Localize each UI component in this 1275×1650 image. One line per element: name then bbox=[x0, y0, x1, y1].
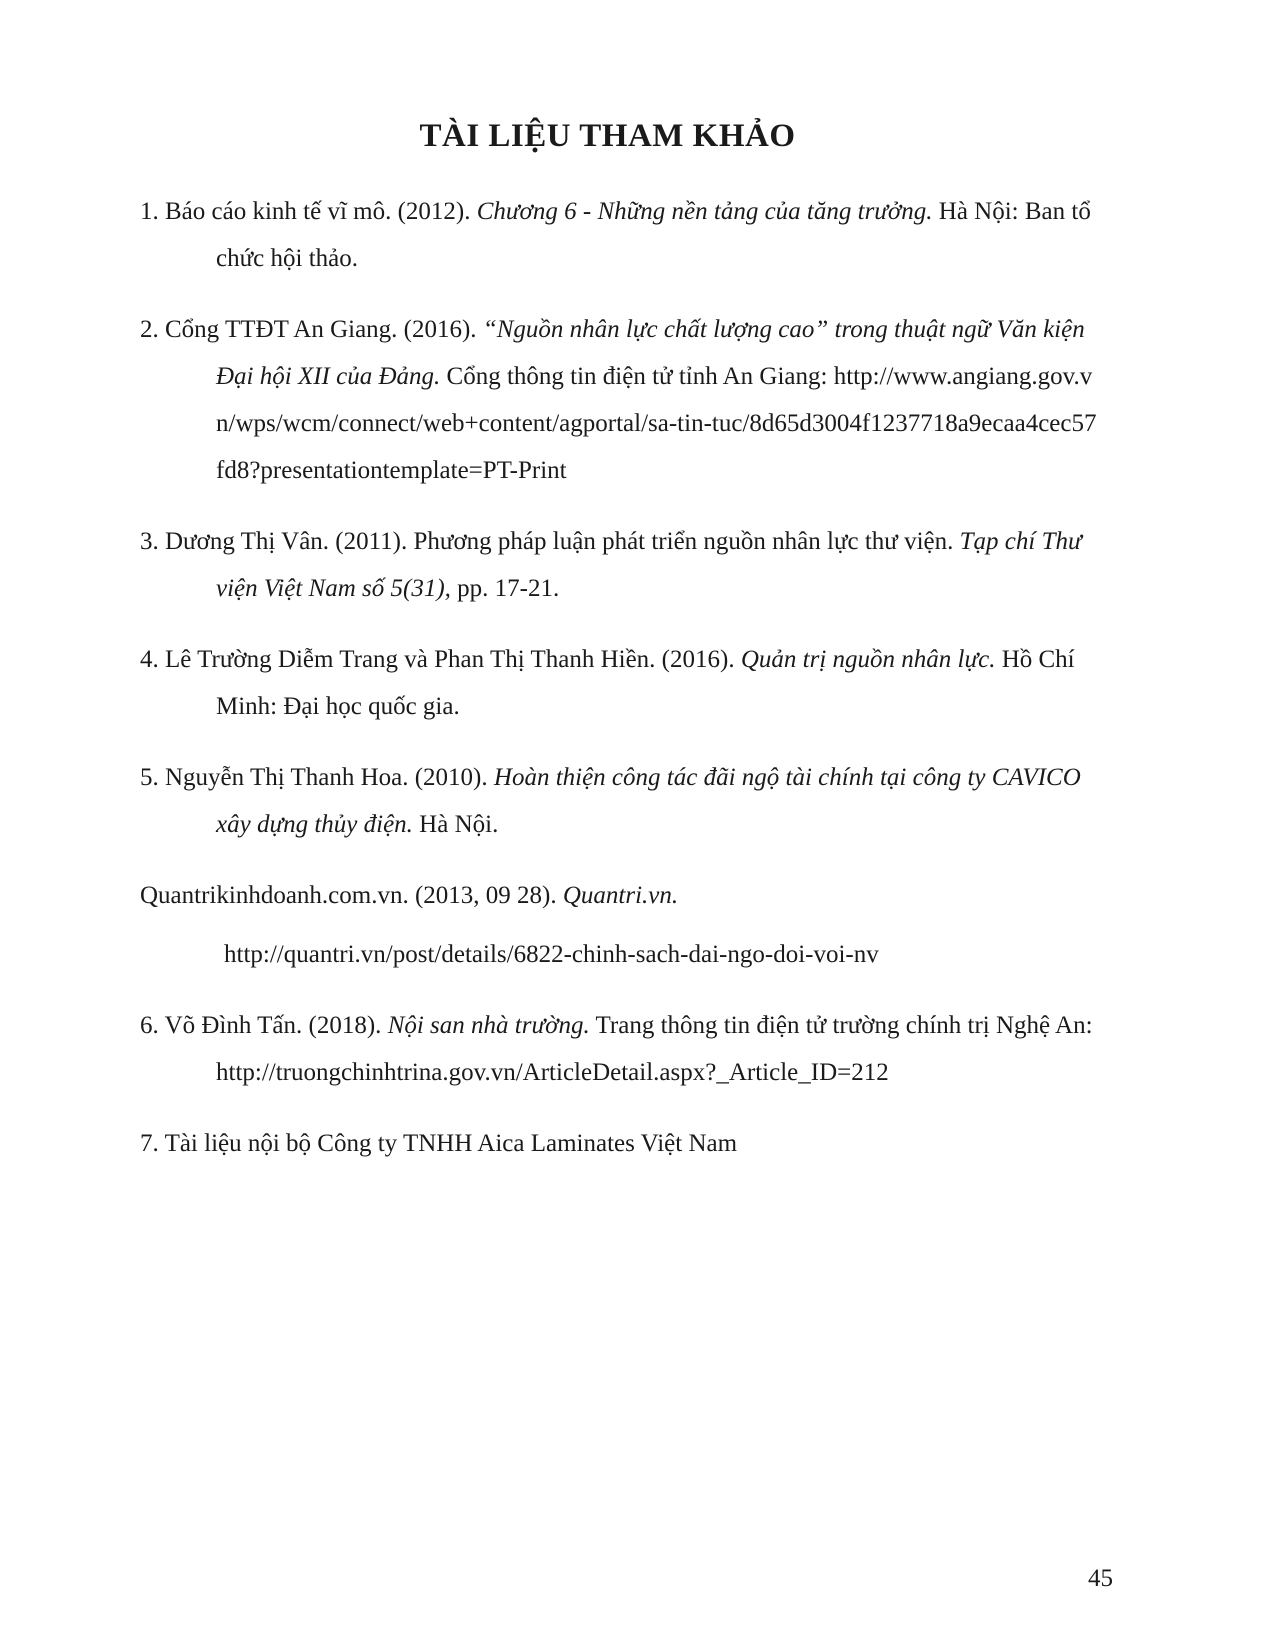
reference-text: Dương Thị Vân. (2011). Phương pháp luận phát triển nguồn nhân lực thư viện. bbox=[165, 528, 960, 555]
reference-title: Quản trị nguồn nhân lực. bbox=[740, 646, 996, 673]
reference-title: Chương 6 - Những nền tảng của tăng trưởng. bbox=[476, 198, 933, 225]
reference-list bbox=[140, 188, 1100, 1191]
reference-item bbox=[140, 188, 1100, 282]
reference-number: 1. bbox=[140, 198, 159, 225]
reference-item bbox=[140, 1002, 1100, 1096]
reference-text: Tài liệu nội bộ Công ty TNHH Aica Laminates Việt Nam bbox=[164, 1130, 738, 1157]
reference-number: 4. bbox=[140, 646, 159, 673]
reference-text: Báo cáo kinh tế vĩ mô. (2012). bbox=[165, 198, 477, 225]
reference-text: Quantrikinhdoanh.com.vn. (2013, 09 28). bbox=[140, 882, 563, 909]
reference-item bbox=[140, 306, 1100, 494]
reference-source: pp. 17-21. bbox=[450, 575, 560, 602]
reference-title: Quantri.vn. bbox=[562, 882, 679, 909]
reference-number: 6. bbox=[140, 1012, 159, 1039]
reference-number: 3. bbox=[140, 528, 159, 555]
reference-source: Hà Nội. bbox=[412, 811, 499, 838]
page-title: TÀI LIỆU THAM KHẢO bbox=[419, 118, 796, 154]
reference-title: Nội san nhà trường. bbox=[387, 1012, 590, 1039]
reference-title: Tạp chí Thư viện Việt Nam số 5(31), bbox=[216, 528, 1082, 602]
reference-title: “Nguồn nhân lực chất lượng cao” trong thuật ngữ Văn kiện Đại hội XII của Đảng. bbox=[216, 316, 1085, 390]
reference-source: Trang thông tin điện tử trường chính trị Nghệ An: http://truongchinhtrina.gov.vn/ArticleDetail.aspx?_Article_ID=212 bbox=[216, 1012, 1093, 1086]
reference-url: http://quantri.vn/post/details/6822-chinh-sach-dai-ngo-doi-voi-nv bbox=[224, 941, 879, 968]
reference-text: Nguyễn Thị Thanh Hoa. (2010). bbox=[165, 764, 494, 791]
reference-number: 5. bbox=[140, 764, 159, 791]
reference-item bbox=[140, 1120, 1100, 1167]
reference-number: 7. bbox=[140, 1130, 159, 1157]
reference-number: 2. bbox=[140, 316, 159, 343]
reference-source: Cổng thông tin điện tử tỉnh An Giang: http://www.angiang.gov.vn/wps/wcm/connect/web+content/agportal/sa-tin-tuc/8d65d3004f1237718a9ecaa4cec57fd8?presentationtemplate=PT-Print bbox=[216, 363, 1097, 484]
reference-title: Hoàn thiện công tác đãi ngộ tài chính tại công ty CAVICO xây dựng thủy điện. bbox=[216, 764, 1081, 838]
reference-text: Cổng TTĐT An Giang. (2016). bbox=[165, 316, 483, 343]
reference-item bbox=[140, 754, 1100, 848]
page-number: 45 bbox=[1088, 1565, 1113, 1592]
reference-item bbox=[140, 636, 1100, 730]
reference-item bbox=[140, 518, 1100, 612]
reference-source: Hà Nội: Ban tổ chức hội thảo. bbox=[216, 198, 1091, 272]
reference-text: Lê Trường Diễm Trang và Phan Thị Thanh Hiền. (2016). bbox=[165, 646, 741, 673]
reference-source: Hồ Chí Minh: Đại học quốc gia. bbox=[216, 646, 1075, 720]
reference-item bbox=[140, 872, 1100, 919]
reference-text: Võ Đình Tấn. (2018). bbox=[164, 1012, 388, 1039]
